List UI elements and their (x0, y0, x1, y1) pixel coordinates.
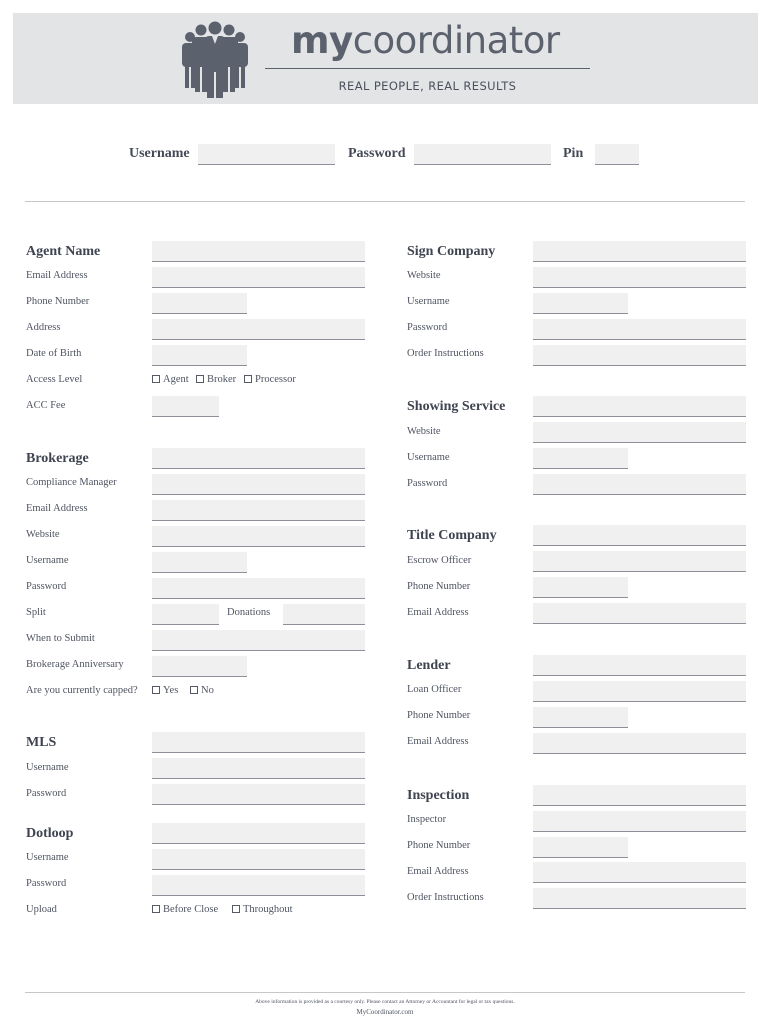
title-company-escrow-label: Escrow Officer (407, 555, 472, 566)
inspection-phone-field[interactable] (533, 837, 628, 858)
mls-password-field[interactable] (152, 784, 365, 805)
showing-service-password-label: Password (407, 478, 448, 489)
login-pin-field[interactable] (595, 144, 639, 165)
people-group-logo-icon (179, 20, 251, 98)
login-username-field[interactable] (198, 144, 335, 165)
showing-service-password-field[interactable] (533, 474, 746, 495)
mls-password-label: Password (26, 788, 67, 799)
brokerage-when-submit-field[interactable] (152, 630, 365, 651)
dotloop-username-field[interactable] (152, 849, 365, 870)
mls-username-label: Username (26, 762, 69, 773)
brokerage-capped-label: Are you currently capped? (26, 685, 138, 696)
brokerage-compliance-field[interactable] (152, 474, 365, 495)
brokerage-anniversary-label: Brokerage Anniversary (26, 659, 124, 670)
inspection-email-field[interactable] (533, 862, 746, 883)
section-divider (25, 201, 745, 202)
agent-acc-fee-label: ACC Fee (26, 400, 66, 411)
brokerage-anniversary-field[interactable] (152, 656, 247, 677)
access-agent-option[interactable]: Agent (152, 374, 189, 385)
lender-title: Lender (407, 658, 451, 673)
showing-service-name-field[interactable] (533, 396, 746, 417)
brokerage-name-field[interactable] (152, 448, 365, 469)
brokerage-when-submit-label: When to Submit (26, 633, 95, 644)
sign-company-order-field[interactable] (533, 345, 746, 366)
lender-loan-officer-label: Loan Officer (407, 684, 462, 695)
sign-company-website-field[interactable] (533, 267, 746, 288)
sign-company-username-field[interactable] (533, 293, 628, 314)
title-company-phone-field[interactable] (533, 577, 628, 598)
checkbox-icon[interactable] (244, 375, 252, 383)
inspection-inspector-label: Inspector (407, 814, 447, 825)
inspection-order-label: Order Instructions (407, 892, 484, 903)
agent-acc-fee-field[interactable] (152, 396, 219, 417)
title-company-title: Title Company (407, 528, 497, 543)
agent-phone-label: Phone Number (26, 296, 90, 307)
checkbox-icon[interactable] (152, 375, 160, 383)
agent-address-label: Address (26, 322, 61, 333)
brokerage-title: Brokerage (26, 451, 89, 466)
agent-name-field[interactable] (152, 241, 365, 262)
agent-phone-field[interactable] (152, 293, 247, 314)
inspection-email-label: Email Address (407, 866, 469, 877)
dotloop-password-label: Password (26, 878, 67, 889)
brokerage-password-field[interactable] (152, 578, 365, 599)
footer-website: MyCoordinator.com (356, 1008, 414, 1016)
checkbox-icon[interactable] (152, 905, 160, 913)
mls-name-field[interactable] (152, 732, 365, 753)
dotloop-title: Dotloop (26, 826, 74, 841)
upload-before-close-option[interactable]: Before Close (152, 904, 218, 915)
checkbox-icon[interactable] (152, 686, 160, 694)
brokerage-username-label: Username (26, 555, 69, 566)
header-banner (13, 13, 758, 104)
inspection-phone-label: Phone Number (407, 840, 471, 851)
brokerage-username-field[interactable] (152, 552, 247, 573)
lender-email-field[interactable] (533, 733, 746, 754)
title-company-escrow-field[interactable] (533, 551, 746, 572)
agent-email-label: Email Address (26, 270, 88, 281)
brokerage-email-field[interactable] (152, 500, 365, 521)
sign-company-order-label: Order Instructions (407, 348, 484, 359)
sign-company-website-label: Website (407, 270, 441, 281)
inspection-order-field[interactable] (533, 888, 746, 909)
sign-company-username-label: Username (407, 296, 450, 307)
login-pin-label: Pin (563, 146, 584, 161)
dotloop-username-label: Username (26, 852, 69, 863)
dotloop-name-field[interactable] (152, 823, 365, 844)
lender-phone-label: Phone Number (407, 710, 471, 721)
agent-dob-label: Date of Birth (26, 348, 82, 359)
lender-email-label: Email Address (407, 736, 469, 747)
title-company-phone-label: Phone Number (407, 581, 471, 592)
title-company-name-field[interactable] (533, 525, 746, 546)
title-company-email-label: Email Address (407, 607, 469, 618)
brokerage-website-field[interactable] (152, 526, 365, 547)
brokerage-split-field[interactable] (152, 604, 219, 625)
inspection-inspector-field[interactable] (533, 811, 746, 832)
capped-yes-option[interactable]: Yes (152, 685, 178, 696)
login-username-label: Username (129, 146, 190, 161)
agent-email-field[interactable] (152, 267, 365, 288)
inspection-title: Inspection (407, 788, 470, 803)
title-company-email-field[interactable] (533, 603, 746, 624)
brokerage-split-label: Split (26, 607, 46, 618)
upload-throughout-option[interactable]: Throughout (232, 904, 293, 915)
lender-loan-officer-field[interactable] (533, 681, 746, 702)
brokerage-donations-field[interactable] (283, 604, 365, 625)
access-broker-option[interactable]: Broker (196, 374, 236, 385)
lender-phone-field[interactable] (533, 707, 628, 728)
showing-service-website-field[interactable] (533, 422, 746, 443)
agent-name-title: Agent Name (26, 244, 101, 259)
dotloop-upload-label: Upload (26, 904, 57, 915)
agent-access-level-label: Access Level (26, 374, 83, 385)
agent-dob-field[interactable] (152, 345, 247, 366)
access-processor-option[interactable]: Processor (244, 374, 296, 385)
mls-title: MLS (26, 735, 57, 750)
dotloop-password-field[interactable] (152, 875, 365, 896)
login-password-label: Password (348, 146, 406, 161)
checkbox-icon[interactable] (196, 375, 204, 383)
brand-name: mycoordinator (291, 19, 560, 62)
brand-divider (265, 68, 590, 69)
footer-divider (25, 992, 745, 993)
brokerage-email-label: Email Address (26, 503, 88, 514)
showing-service-title: Showing Service (407, 399, 506, 414)
agent-address-field[interactable] (152, 319, 365, 340)
showing-service-username-label: Username (407, 452, 450, 463)
brokerage-password-label: Password (26, 581, 67, 592)
sign-company-name-field[interactable] (533, 241, 746, 262)
mls-username-field[interactable] (152, 758, 365, 779)
footer-disclaimer: Above information is provided as a courtesy only. Please contact an Attorney or Accountant for legal or tax questions. (255, 999, 515, 1005)
login-password-field[interactable] (414, 144, 551, 165)
lender-name-field[interactable] (533, 655, 746, 676)
inspection-name-field[interactable] (533, 785, 746, 806)
brokerage-donations-label: Donations (227, 607, 271, 618)
showing-service-website-label: Website (407, 426, 441, 437)
sign-company-password-label: Password (407, 322, 448, 333)
sign-company-password-field[interactable] (533, 319, 746, 340)
checkbox-icon[interactable] (190, 686, 198, 694)
checkbox-icon[interactable] (232, 905, 240, 913)
sign-company-title: Sign Company (407, 244, 496, 259)
tagline: REAL PEOPLE, REAL RESULTS (338, 79, 517, 93)
showing-service-username-field[interactable] (533, 448, 628, 469)
capped-no-option[interactable]: No (190, 685, 214, 696)
brokerage-compliance-label: Compliance Manager (26, 477, 117, 488)
brokerage-website-label: Website (26, 529, 60, 540)
